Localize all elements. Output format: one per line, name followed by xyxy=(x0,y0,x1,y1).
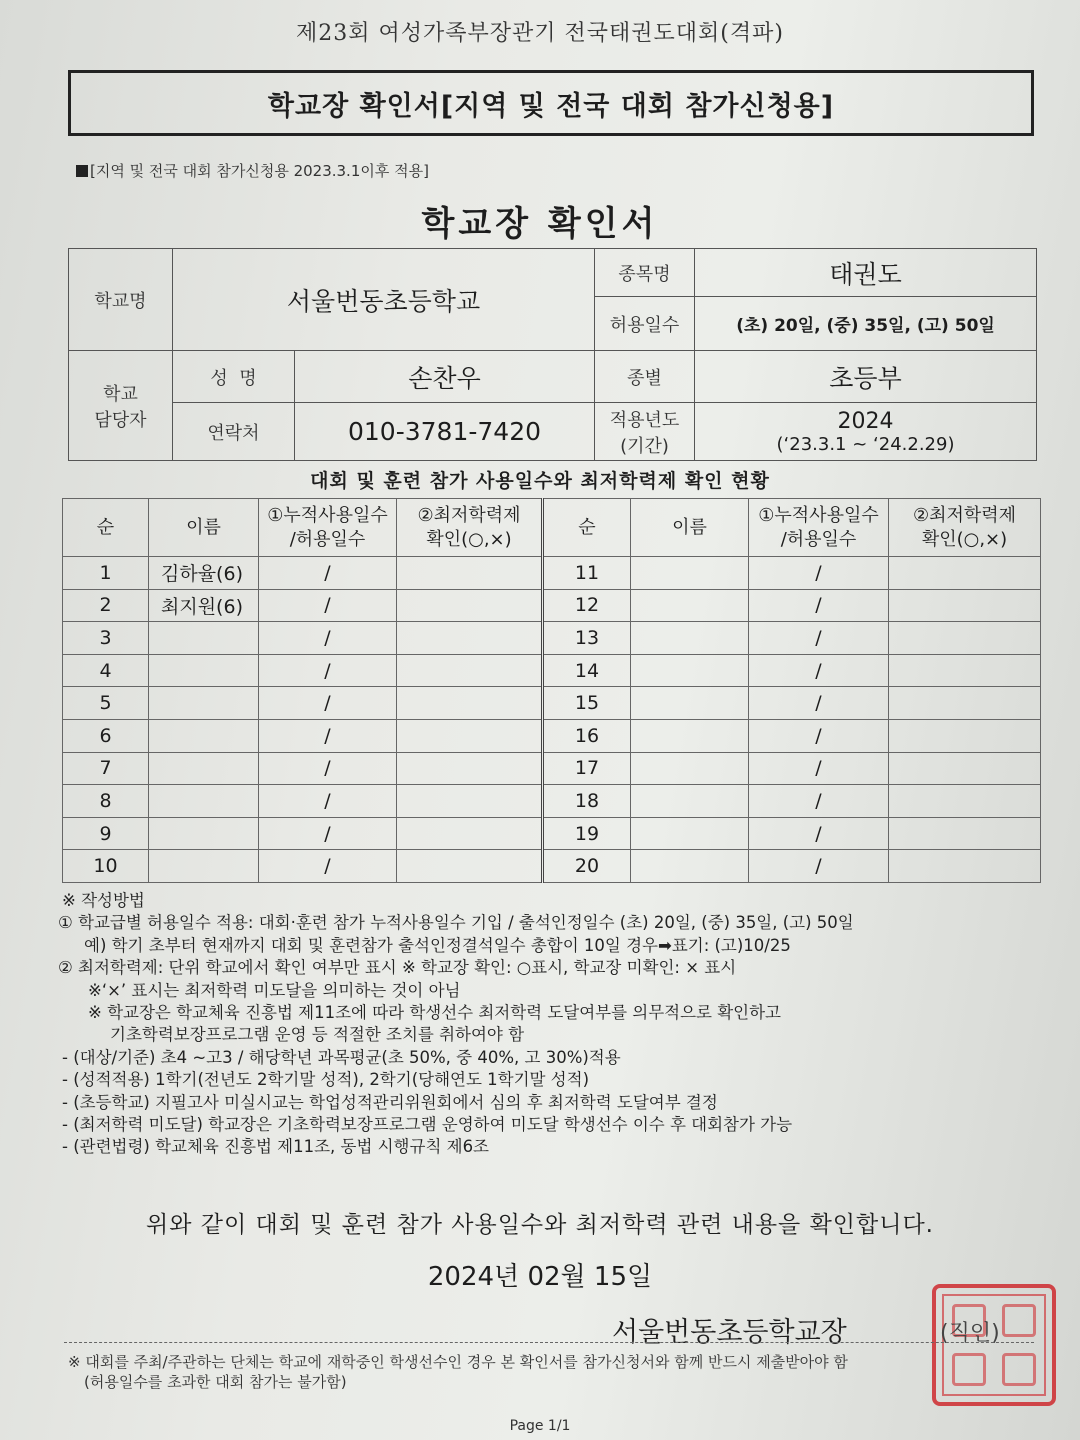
header-days-line2: /허용일수 xyxy=(780,528,857,550)
cell-name-left xyxy=(149,850,259,883)
footer-line-1: ※ 대회를 주최/주관하는 단체는 학교에 재학중인 학생선수인 경우 본 확인서를 참가신청서와 함께 반드시 제출받아야 함 xyxy=(68,1353,848,1371)
cell-name-right xyxy=(631,752,749,785)
cell-days-left: / xyxy=(259,589,397,622)
cell-no-right: 11 xyxy=(543,557,631,590)
roster-body xyxy=(63,557,1041,883)
cell-days-left: / xyxy=(259,719,397,752)
contact-group-label-1: 학교 xyxy=(103,383,138,405)
seal-note: (직인) xyxy=(940,1321,1000,1346)
cell-acad-left xyxy=(397,622,543,655)
cell-days-left: / xyxy=(259,850,397,883)
instructions xyxy=(58,890,1038,1159)
cell-days-right: / xyxy=(749,654,889,687)
instruction-line: - (관련법령) 학교체육 진흥법 제11조, 동법 시행규칙 제6조 xyxy=(62,1137,489,1157)
instruction-line: ※ 학교장은 학교체육 진흥법 제11조에 따라 학생선수 최저학력 도달여부를 의무적으로 확인하고 xyxy=(88,1003,781,1023)
cell-acad-right xyxy=(889,850,1041,883)
header-acad-right xyxy=(889,499,1041,557)
cell-no-right: 19 xyxy=(543,817,631,850)
cell-days-left: / xyxy=(259,785,397,818)
allowed-days-value: (초) 20일, (중) 35일, (고) 50일 xyxy=(695,297,1037,351)
header-days-left xyxy=(259,499,397,557)
cell-days-right: / xyxy=(749,752,889,785)
cell-name-right xyxy=(631,687,749,720)
cell-name-left xyxy=(149,817,259,850)
header-days-line1: ①누적사용일수 xyxy=(758,505,879,527)
cell-days-left: / xyxy=(259,817,397,850)
cell-name-left xyxy=(149,622,259,655)
phone-label: 연락처 xyxy=(173,403,295,461)
cell-name-left: 김하율(6) xyxy=(149,557,259,590)
cell-acad-right xyxy=(889,622,1041,655)
cell-days-left: / xyxy=(259,557,397,590)
table-row xyxy=(63,817,1041,850)
header-no-right: 순 xyxy=(543,499,631,557)
contact-group-label-2: 담당자 xyxy=(94,409,147,431)
table-row xyxy=(63,589,1041,622)
allowed-days-label: 허용일수 xyxy=(595,297,695,351)
table-row xyxy=(63,687,1041,720)
cell-days-right: / xyxy=(749,850,889,883)
cell-name-right xyxy=(631,785,749,818)
cell-acad-right xyxy=(889,817,1041,850)
cell-name-right xyxy=(631,589,749,622)
year-label-1: 적용년도 xyxy=(609,409,680,431)
name-label: 성 명 xyxy=(173,351,295,403)
contact-group-label xyxy=(69,351,173,461)
cell-no-left: 10 xyxy=(63,850,149,883)
cell-acad-left xyxy=(397,785,543,818)
principal-signature-name: 서울번동초등학교장 xyxy=(612,1317,847,1348)
table-row xyxy=(63,557,1041,590)
year-value: 2024 xyxy=(837,408,894,434)
table-row xyxy=(63,850,1041,883)
cell-no-left: 6 xyxy=(63,719,149,752)
cell-days-right: / xyxy=(749,687,889,720)
table-row xyxy=(63,654,1041,687)
header-no-left: 순 xyxy=(63,499,149,557)
period-value: (‘23.3.1 ~ ‘24.2.29) xyxy=(776,433,955,455)
instruction-line: - (대상/기준) 초4 ~고3 / 해당학년 과목평균(초 50%, 중 40%, 고 30%)적용 xyxy=(62,1047,621,1067)
roster-section-title: 대회 및 훈련 참가 사용일수와 최저학력제 확인 현황 xyxy=(310,470,770,492)
cell-acad-left xyxy=(397,557,543,590)
cell-acad-left xyxy=(397,654,543,687)
cell-days-right: / xyxy=(749,719,889,752)
cell-acad-right xyxy=(889,785,1041,818)
header-acad-line1: ②최저학력제 xyxy=(912,505,1017,527)
cell-acad-left xyxy=(397,687,543,720)
header-days-line1: ①누적사용일수 xyxy=(267,505,388,527)
cell-no-right: 18 xyxy=(543,785,631,818)
cell-acad-right xyxy=(889,687,1041,720)
cell-name-right xyxy=(631,622,749,655)
cell-no-left: 4 xyxy=(63,654,149,687)
cell-acad-left xyxy=(397,850,543,883)
document-box-title: 학교장 확인서[지역 및 전국 대회 참가신청용] xyxy=(68,70,1034,136)
cell-no-right: 12 xyxy=(543,589,631,622)
school-label: 학교명 xyxy=(69,249,173,351)
cell-acad-right xyxy=(889,654,1041,687)
school-value: 서울번동초등학교 xyxy=(173,249,595,351)
header-name-left: 이름 xyxy=(149,499,259,557)
instruction-line: ※‘×’ 표시는 최저학력 미도달을 의미하는 것이 아님 xyxy=(88,980,461,1000)
cell-acad-right xyxy=(889,719,1041,752)
cell-no-right: 17 xyxy=(543,752,631,785)
cell-no-right: 13 xyxy=(543,622,631,655)
sport-value: 태권도 xyxy=(695,249,1037,297)
roster-table xyxy=(62,498,1040,883)
instruction-line: ① 학교급별 허용일수 적용: 대회·훈련 참가 누적사용일수 기입 / 출석인정일수 (초) 20일, (중) 35일, (고) 50일 xyxy=(58,913,854,933)
header-acad-left xyxy=(397,499,543,557)
cell-days-left: / xyxy=(259,687,397,720)
cell-no-right: 20 xyxy=(543,850,631,883)
confirmation-statement: 위와 같이 대회 및 훈련 참가 사용일수와 최저학력 관련 내용을 확인합니다. xyxy=(146,1212,934,1238)
cell-acad-right xyxy=(889,589,1041,622)
cell-no-left: 8 xyxy=(63,785,149,818)
table-row xyxy=(63,785,1041,818)
header-days-right xyxy=(749,499,889,557)
cell-days-left: / xyxy=(259,654,397,687)
cell-name-left xyxy=(149,785,259,818)
instruction-line: - (초등학교) 지필고사 미실시교는 학업성적관리위원회에서 심의 후 최저학력 도달여부 결정 xyxy=(62,1092,718,1112)
cell-no-left: 1 xyxy=(63,557,149,590)
cell-no-left: 7 xyxy=(63,752,149,785)
cell-no-left: 9 xyxy=(63,817,149,850)
cell-name-left: 최지원(6) xyxy=(149,589,259,622)
school-info-table xyxy=(68,248,1036,461)
cell-name-left xyxy=(149,687,259,720)
cell-name-right xyxy=(631,719,749,752)
event-title: 제23회 여성가족부장관기 전국태권도대회(격파) xyxy=(296,21,784,46)
instruction-line: - (최저학력 미도달) 학교장은 기초학력보장프로그램 운영하여 미도달 학생선수 이수 후 대회참가 가능 xyxy=(62,1115,793,1135)
cell-no-right: 15 xyxy=(543,687,631,720)
cell-name-left xyxy=(149,654,259,687)
cell-days-left: / xyxy=(259,752,397,785)
cell-days-left: / xyxy=(259,622,397,655)
year-label-2: (기간) xyxy=(620,435,669,457)
sport-label: 종목명 xyxy=(595,249,695,297)
cell-acad-right xyxy=(889,557,1041,590)
cell-name-right xyxy=(631,654,749,687)
instruction-line: 기초학력보장프로그램 운영 등 적절한 조치를 취하여야 함 xyxy=(110,1025,525,1045)
page-title: 학교장 확인서 xyxy=(421,204,659,244)
header-acad-line2: 확인(○,×) xyxy=(921,528,1008,550)
table-row xyxy=(63,622,1041,655)
cell-acad-left xyxy=(397,752,543,785)
cell-acad-left xyxy=(397,817,543,850)
square-bullet-icon xyxy=(76,165,88,177)
page-number: Page 1/1 xyxy=(509,1418,571,1434)
apply-note xyxy=(76,160,429,181)
cell-acad-right xyxy=(889,752,1041,785)
table-row xyxy=(63,752,1041,785)
instruction-line: ② 최저학력제: 단위 학교에서 확인 여부만 표시 ※ 학교장 확인: ○표시, 학교장 미확인: × 표시 xyxy=(58,958,737,978)
apply-note-text: [지역 및 전국 대회 참가신청용 2023.3.1이후 적용] xyxy=(90,162,429,180)
cell-acad-left xyxy=(397,719,543,752)
header-acad-line2: 확인(○,×) xyxy=(426,528,512,550)
division-value: 초등부 xyxy=(695,351,1037,403)
cell-name-right xyxy=(631,817,749,850)
division-label: 종별 xyxy=(595,351,695,403)
cell-name-left xyxy=(149,752,259,785)
cell-acad-left xyxy=(397,589,543,622)
issue-date: 2024년 02월 15일 xyxy=(427,1262,653,1292)
table-row xyxy=(63,719,1041,752)
cell-days-right: / xyxy=(749,622,889,655)
cell-days-right: / xyxy=(749,557,889,590)
header-days-line2: /허용일수 xyxy=(289,528,366,550)
cell-no-right: 16 xyxy=(543,719,631,752)
instruction-line: - (성적적용) 1학기(전년도 2학기말 성적), 2학기(당해연도 1학기말 성적) xyxy=(62,1070,590,1090)
cell-no-right: 14 xyxy=(543,654,631,687)
footer-note xyxy=(68,1352,1028,1392)
instruction-line: 예) 학기 초부터 현재까지 대회 및 훈련참가 출석인정결석일수 총합이 10일 경우➡표기: (고)10/25 xyxy=(84,935,791,955)
cell-name-right xyxy=(631,557,749,590)
phone-value: 010-3781-7420 xyxy=(295,403,595,461)
header-name-right: 이름 xyxy=(631,499,749,557)
instructions-heading: ※ 작성방법 xyxy=(62,891,145,910)
divider xyxy=(64,1342,1034,1343)
cell-days-right: / xyxy=(749,817,889,850)
year-cell xyxy=(695,403,1037,461)
footer-line-2: (허용일수를 초과한 대회 참가는 불가함) xyxy=(84,1373,347,1391)
cell-days-right: / xyxy=(749,589,889,622)
cell-name-right xyxy=(631,850,749,883)
header-acad-line1: ②최저학력제 xyxy=(417,505,521,527)
year-label xyxy=(595,403,695,461)
cell-name-left xyxy=(149,719,259,752)
cell-no-left: 5 xyxy=(63,687,149,720)
cell-days-right: / xyxy=(749,785,889,818)
cell-no-left: 3 xyxy=(63,622,149,655)
name-value: 손찬우 xyxy=(295,351,595,403)
cell-no-left: 2 xyxy=(63,589,149,622)
